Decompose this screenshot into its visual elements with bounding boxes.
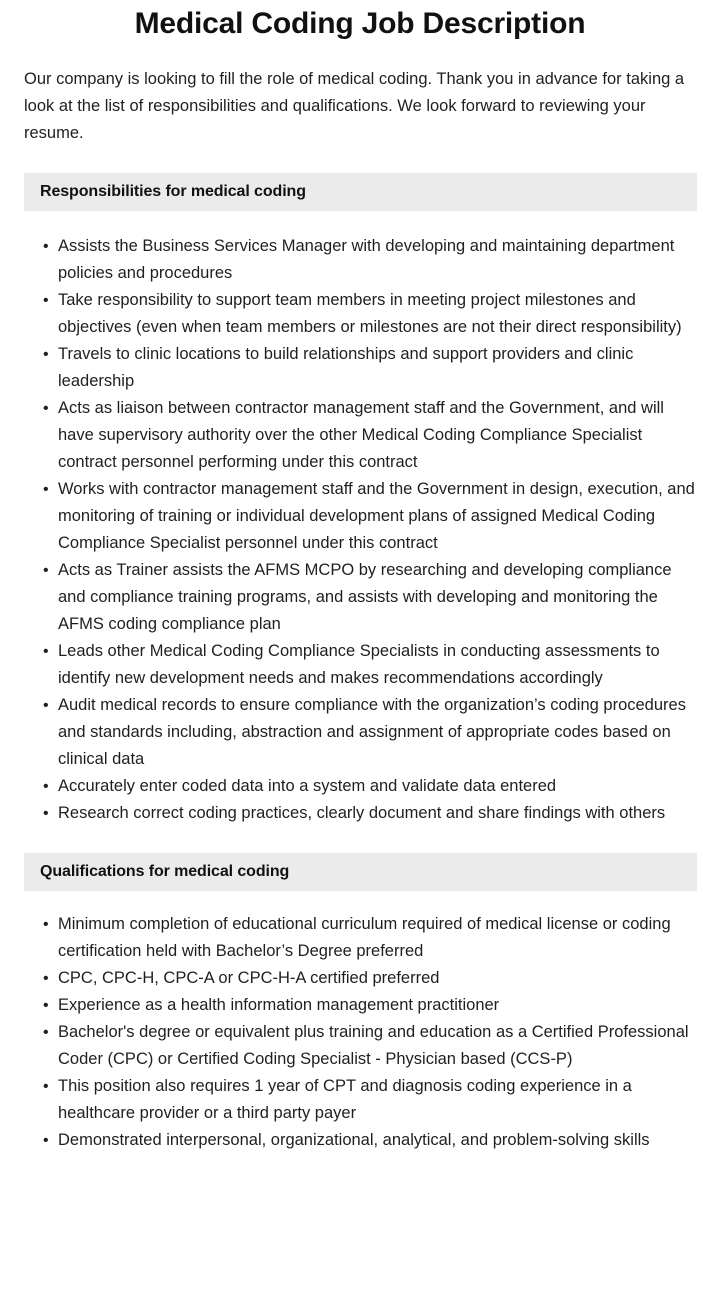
intro-paragraph: Our company is looking to fill the role of medical coding. Thank you in advance for taking a look at the list of responsibilities and qualifications. We look forward to reviewing your resume. <box>24 70 685 142</box>
list-item-label: Take responsibility to support team members in meeting project milestones and objectives (even when team members or milestones are not their direct responsibility) <box>58 291 682 336</box>
list-item <box>24 800 695 827</box>
list-item-label: Research correct coding practices, clearly document and share findings with others <box>58 804 666 822</box>
list-item-label: Travels to clinic locations to build relationships and support providers and clinic leadership <box>58 345 634 390</box>
bullet-icon: • <box>43 643 49 660</box>
section-responsibilities <box>0 173 720 827</box>
qualifications-list <box>24 911 695 1154</box>
list-item-label: Demonstrated interpersonal, organizational, analytical, and problem-solving skills <box>58 1131 650 1149</box>
section-header-qualifications <box>24 853 697 891</box>
bullet-icon: • <box>43 1024 49 1041</box>
list-item-label: CPC, CPC-H, CPC-A or CPC-H-A certified preferred <box>58 969 440 987</box>
list-item <box>24 1073 695 1127</box>
responsibilities-list <box>24 233 695 827</box>
list-item <box>24 965 695 992</box>
section-header-responsibilities <box>24 173 697 211</box>
list-item-label: Accurately enter coded data into a system and validate data entered <box>58 777 557 795</box>
bullet-icon: • <box>43 916 49 933</box>
list-item <box>24 1019 695 1073</box>
list-item <box>24 692 695 773</box>
bullet-icon: • <box>43 805 49 822</box>
bullet-icon: • <box>43 400 49 417</box>
section-body-qualifications <box>0 891 720 1174</box>
page-title: Medical Coding Job Description <box>134 7 586 40</box>
list-item <box>24 287 695 341</box>
list-item-label: Acts as liaison between contractor management staff and the Government, and will have supervisory authority over the other Medical Coding Compliance Specialist contract personnel performing under this contract <box>58 399 664 471</box>
bullet-icon: • <box>43 970 49 987</box>
section-body-responsibilities <box>0 211 720 827</box>
bullet-icon: • <box>43 562 49 579</box>
list-item <box>24 557 695 638</box>
list-item-label: Assists the Business Services Manager with developing and maintaining department policies and procedures <box>58 237 675 282</box>
section-header-label: Responsibilities for medical coding <box>40 183 306 200</box>
list-item <box>24 773 695 800</box>
list-item-label: Leads other Medical Coding Compliance Specialists in conducting assessments to identify new development needs and makes recommendations accordingly <box>58 642 660 687</box>
bullet-icon: • <box>43 778 49 795</box>
list-item <box>24 992 695 1019</box>
list-item-label: Bachelor's degree or equivalent plus training and education as a Certified Professional Coder (CPC) or Certified Coding Specialist - Physician based (CCS-P) <box>58 1023 689 1068</box>
list-item <box>24 476 695 557</box>
list-item-label: Minimum completion of educational curriculum required of medical license or coding certification held with Bachelor’s Degree preferred <box>58 915 671 960</box>
bullet-icon: • <box>43 1078 49 1095</box>
list-item <box>24 911 695 965</box>
bullet-icon: • <box>43 346 49 363</box>
list-item-label: Experience as a health information management practitioner <box>58 996 500 1014</box>
bullet-icon: • <box>43 481 49 498</box>
bullet-icon: • <box>43 997 49 1014</box>
list-item-label: Acts as Trainer assists the AFMS MCPO by researching and developing compliance and compliance training programs, and assists with developing and monitoring the AFMS coding compliance plan <box>58 561 672 633</box>
list-item-label: Audit medical records to ensure compliance with the organization’s coding procedures and standards including, abstraction and assignment of appropriate codes based on clinical data <box>58 696 686 768</box>
bullet-icon: • <box>43 697 49 714</box>
list-item-label: This position also requires 1 year of CPT and diagnosis coding experience in a healthcare provider or a third party payer <box>58 1077 632 1122</box>
list-item <box>24 395 695 476</box>
list-item <box>24 1127 695 1154</box>
list-item <box>24 638 695 692</box>
bullet-icon: • <box>43 1132 49 1149</box>
section-header-label: Qualifications for medical coding <box>40 863 290 880</box>
bullet-icon: • <box>43 238 49 255</box>
section-qualifications <box>0 853 720 1174</box>
bullet-icon: • <box>43 292 49 309</box>
list-item-label: Works with contractor management staff and the Government in design, execution, and monitoring of training or individual development plans of assigned Medical Coding Compliance Specialist personnel under this contract <box>58 480 695 552</box>
list-item <box>24 233 695 287</box>
list-item <box>24 341 695 395</box>
